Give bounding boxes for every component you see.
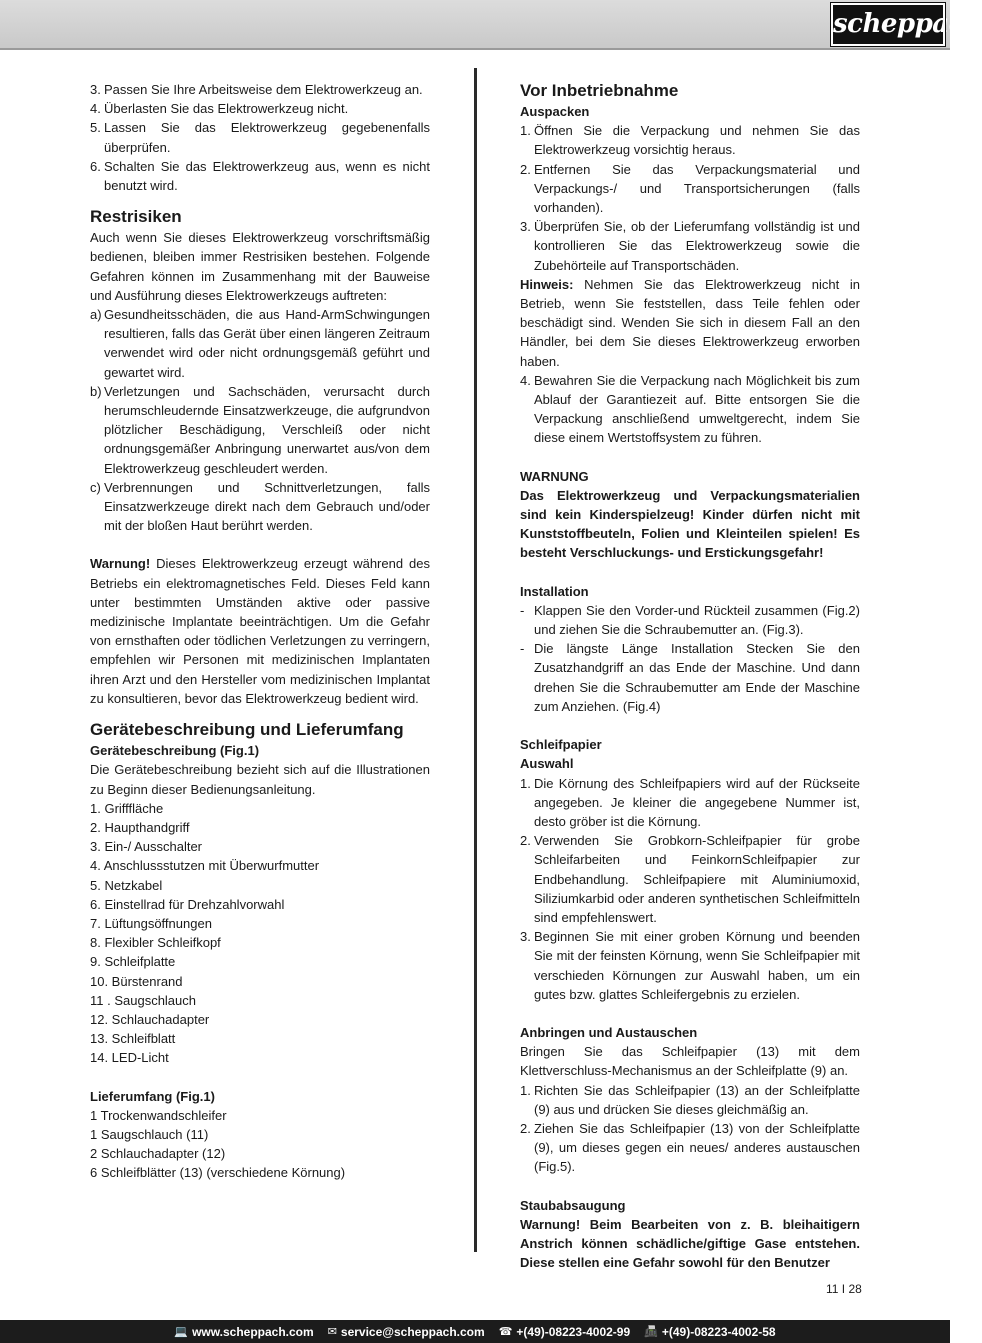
installation-heading: Installation — [520, 583, 589, 599]
footer-web[interactable]: 💻 www.scheppach.com — [174, 1324, 314, 1339]
part-item: 10. Bürstenrand — [90, 973, 183, 989]
left-column — [90, 80, 430, 1183]
scheppach-logo: scheppach — [831, 3, 945, 46]
list-item: 3. Beginnen Sie mit einer groben Körnung und beenden Sie mit der feinsten Körnung, wenn Sie Schleifpapier mit verschieden Körnungen zur Auswahl haben, um ein gutes bzw. glattes Schleifergebnis zu erzielen. — [520, 929, 860, 1002]
warnung-paragraph — [90, 554, 430, 708]
footer-bar — [0, 1320, 950, 1343]
auspacken-item-4: 4. Bewahren Sie die Verpackung nach Möglichkeit bis zum Ablauf der Garantiezeit auf. Bitte entsorgen Sie die Verpackung anschließend umweltgerecht, indem Sie diese einem Wertstoffsystem zu führen. — [520, 372, 860, 446]
geraet-heading: Gerätebeschreibung und Lieferumfang — [90, 720, 404, 740]
list-item: 1. Die Körnung des Schleifpapiers wird auf der Rückseite angegeben. Je kleiner die angegebene Nummer ist, desto gröber ist die Körnung. — [520, 775, 860, 829]
right-column — [520, 80, 860, 1272]
page-number: 11 I 28 — [826, 1282, 862, 1296]
anbringen-heading: Anbringen und Austauschen — [520, 1024, 698, 1040]
list-item: 3. Überprüfen Sie, ob der Lieferumfang vollständig ist und kontrollieren Sie das Elektrowerkzeug sowie die Zubehörteile auf Transportschäden. — [520, 219, 860, 273]
auswahl-list — [520, 774, 860, 1004]
phone-icon: ☎ — [498, 1326, 513, 1338]
list-item: 1. Öffnen Sie die Verpackung und nehmen Sie das Elektrowerkzeug vorsichtig heraus. — [520, 123, 860, 158]
part-item: 3. Ein-/ Ausschalter — [90, 839, 202, 855]
computer-icon: 💻 — [174, 1326, 189, 1338]
warnung-heading: WARNUNG — [520, 468, 589, 484]
part-item: 9. Schleifplatte — [90, 954, 176, 970]
footer-phone: ☎ +(49)-08223-4002-99 — [498, 1324, 631, 1339]
auswahl-heading: Auswahl — [520, 756, 574, 772]
part-item: 8. Flexibler Schleifkopf — [90, 935, 221, 951]
auspacken-list — [520, 121, 860, 275]
auspacken-heading: Auspacken — [520, 104, 590, 119]
fax-icon: 📠 — [644, 1326, 658, 1338]
list-item: 6. Schalten Sie das Elektrowerkzeug aus, wenn es nicht benutzt wird. — [90, 158, 430, 194]
lieferumfang-heading: Lieferumfang (Fig.1) — [90, 1088, 215, 1104]
part-item: 13. Schleifblatt — [90, 1031, 176, 1047]
staubabsaugung-heading: Staubabsaugung — [520, 1197, 626, 1213]
footer-email[interactable]: ✉ service@scheppach.com — [327, 1324, 485, 1339]
geraet-intro: Die Gerätebeschreibung bezieht sich auf die Illustrationen zu Beginn dieser Bedienungsanleitung. — [90, 762, 430, 797]
delivery-item: 1 Saugschlauch (11) — [90, 1126, 209, 1142]
restrisiken-intro: Auch wenn Sie dieses Elektrowerkzeug vorschriftsmäßig bedienen, bleiben immer Restrisiken bestehen. Folgende Gefahren können im Zusammenhang mit der Bauweise und Ausführung dieses Elektrowerkzeugs auftreten: — [90, 230, 430, 303]
list-item: 1. Richten Sie das Schleifpapier (13) an der Schleifplatte (9) aus und drücken Sie dieses gleichmäßig an. — [520, 1082, 860, 1117]
restrisiken-heading: Restrisiken — [90, 207, 182, 227]
schleifpapier-heading: Schleifpapier — [520, 737, 602, 753]
safety-list-continued — [90, 80, 430, 195]
part-item: 14. LED-Licht — [90, 1050, 169, 1066]
list-item: c) Verbrennungen und Schnittverletzungen, falls Einsatzwerkzeuge direkt nach dem Gebrauch und/oder mit der bloßen Haut berührt werden. — [90, 479, 430, 534]
list-item: 2. Ziehen Sie das Schleifpapier (13) von der Schleifplatte (9), um dieses gegen ein neues/ anderes austauschen (Fig.5). — [520, 1120, 860, 1175]
hinweis-paragraph — [520, 275, 860, 371]
anbringen-list — [520, 1081, 860, 1177]
lieferumfang-list — [90, 1106, 430, 1183]
part-item: 1. Grifffläche — [90, 800, 164, 816]
vor-inbetriebnahme-heading: Vor Inbetriebnahme — [520, 81, 679, 100]
warnung-label: Warnung! — [90, 556, 151, 572]
part-item: 2. Haupthandgriff — [90, 819, 190, 835]
part-item: 6. Einstellrad für Drehzahlvorwahl — [90, 896, 285, 912]
list-item: 4. Überlasten Sie das Elektrowerkzeug nicht. — [90, 101, 349, 117]
parts-list — [90, 799, 430, 1068]
hinweis-text: Nehmen Sie das Elektrowerkzeug nicht in Betrieb, wenn Sie feststellen, dass Teile fehlen oder beschädigt sind. Wenden Sie sich in diesem Fall an den Händler, bei dem Sie dieses Elektrowerkzeug erworben haben. — [520, 276, 860, 369]
part-item: 11 . Saugschlauch — [90, 992, 196, 1008]
list-item: 3. Passen Sie Ihre Arbeitsweise dem Elektrowerkzeug an. — [90, 82, 423, 97]
staubabsaugung-text: Warnung! Beim Bearbeiten von z. B. bleihaitigern Anstrich können schädliche/giftige Gase entstehen. Diese stellen eine Gefahr sowohl für den Benutzer — [520, 1216, 860, 1271]
part-item: 4. Anschlussstutzen mit Überwurfmutter — [90, 858, 320, 874]
hinweis-label: Hinweis: — [520, 276, 574, 292]
list-item: - Die längste Länge Installation Stecken Sie den Zusatzhandgriff an das Ende der Maschine. Und dann drehen Sie die Schraubemutter am Ende der Maschine zum Anziehen. (Fig.4) — [520, 641, 860, 714]
part-item: 7. Lüftungsöffnungen — [90, 915, 212, 931]
warnung-text: Dieses Elektrowerkzeug erzeugt während des Betriebs ein elektromagnetisches Feld. Dieses Feld kann unter bestimmten Umständen aktive oder passive medizinische Implantate beeinträchtigen. Um die Gefahr von ernsthaften oder tödlichen Verletzungen zu verringern, empfehlen wir Personen mit medizinischen Implantaten ihren Arzt und den Hersteller vom medizinischen Implantat zu konsultieren, bevor das Elektrowerkzeug bedient wird. — [90, 556, 430, 706]
list-item: a) Gesundheitsschäden, die aus Hand-ArmSchwingungen resultieren, falls das Gerät über einen längeren Zeitraum verwendet wird oder nicht ordnungsgemäß geführt und gewartet wird. — [90, 307, 430, 380]
installation-list — [520, 601, 860, 716]
warnung-block: Das Elektrowerkzeug und Verpackungsmaterialien sind kein Kinderspielzeug! Kinder dürfen nicht mit Kunststoffbeuteln, Folien und Kleinteilen spielen! Es besteht Verschluckungs- und Erstickungsgefahr! — [520, 487, 860, 561]
list-item: b) Verletzungen und Sachschäden, verursacht durch herumschleudernde Einsatzwerkzeuge, die aufgrundvon plötzlicher Beschädigung, Verschleiß oder nicht ordnungsgemäßer Anbringung unerwartet aus/von dem Elektrowerkzeug geschleudert werden. — [90, 383, 430, 476]
list-item: 2. Verwenden Sie Grobkorn-Schleifpapier für grobe Schleifarbeiten und FeinkornSchleifpapier zur Endbehandlung. Schleifpapiere mit Aluminiumoxid, Siliziumkarbid oder anderen synthetischen Schleifmitteln sind empfehlenswert. — [520, 833, 860, 925]
delivery-item: 6 Schleifblätter (13) (verschiedene Körnung) — [90, 1165, 346, 1181]
header-band — [0, 0, 982, 50]
delivery-item: 1 Trockenwandschleifer — [90, 1107, 227, 1123]
geraet-subheading: Gerätebeschreibung (Fig.1) — [90, 743, 260, 759]
delivery-item: 2 Schlauchadapter (12) — [90, 1146, 226, 1162]
mail-icon: ✉ — [327, 1326, 337, 1338]
footer-fax: 📠 +(49)-08223-4002-58 — [644, 1324, 776, 1339]
list-item: - Klappen Sie den Vorder-und Rückteil zusammen (Fig.2) und ziehen Sie die Schraubemutter an. (Fig.3). — [520, 602, 860, 638]
list-item: 2. Entfernen Sie das Verpackungsmaterial und Verpackungs-/ und Transportsicherungen (falls vorhanden). — [520, 161, 860, 216]
column-divider — [474, 68, 477, 1252]
restrisiken-list — [90, 305, 430, 535]
part-item: 5. Netzkabel — [90, 877, 163, 893]
part-item: 12. Schlauchadapter — [90, 1011, 210, 1027]
anbringen-intro: Bringen Sie das Schleifpapier (13) mit dem Klettverschluss-Mechanismus an der Schleifplatte (9) an. — [520, 1044, 860, 1079]
list-item: 5. Lassen Sie das Elektrowerkzeug gegebenenfalls überprüfen. — [90, 120, 430, 155]
